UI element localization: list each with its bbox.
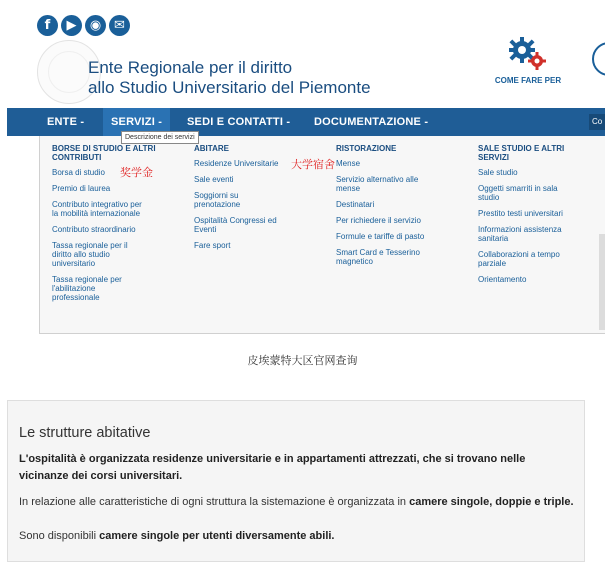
- menu-item-oggetti-smarriti[interactable]: Oggetti smarriti in sala studio: [478, 184, 558, 202]
- come-fare-per-link[interactable]: [493, 36, 563, 85]
- panel-paragraph-1-text: L'ospitalità è organizzata residenze universitarie e in appartamenti attrezzati, che si trovano nelle vicinanze dei corsi universitari.: [19, 453, 526, 482]
- menu-item-collaborazioni[interactable]: Collaborazioni a tempo parziale: [478, 250, 560, 268]
- menu-item-formule-tariffe[interactable]: Formule e tariffe di pasto: [336, 232, 425, 241]
- nav-ente[interactable]: ENTE -: [47, 116, 85, 128]
- menu-item-contributo-straordinario[interactable]: Contributo straordinario: [52, 225, 136, 234]
- menu-item-premio-di-laurea[interactable]: Premio di laurea: [52, 184, 111, 193]
- site-title[interactable]: [88, 58, 371, 98]
- menu-item-residenze[interactable]: Residenze Universitarie: [194, 159, 279, 168]
- nav-sedi-e-contatti[interactable]: SEDI E CONTATTI -: [187, 116, 291, 128]
- menu-item-mense[interactable]: Mense: [336, 159, 361, 168]
- menu-item-servizio-alternativo[interactable]: Servizio alternativo alle mense: [336, 175, 419, 193]
- image-caption: 皮埃蒙特大区官网查询: [247, 354, 358, 367]
- menu-item-orientamento[interactable]: Orientamento: [478, 275, 527, 284]
- panel-paragraph-1: [19, 451, 574, 485]
- menu-item-contributo-integrativo[interactable]: Contributo integrativo per la mobilità internazionale: [52, 200, 142, 218]
- main-nav: [7, 108, 605, 136]
- menu-column-abitare: [194, 144, 304, 257]
- panel-paragraph-3-text: Sono disponibili: [19, 530, 100, 542]
- menu-heading-abitare: ABITARE: [194, 144, 229, 153]
- menu-item-soggiorni[interactable]: Soggiorni su prenotazione: [194, 191, 241, 209]
- menu-item-borsa-di-studio[interactable]: Borsa di studio: [52, 168, 105, 177]
- site-title-line1: Ente Regionale per il diritto: [88, 58, 293, 77]
- youtube-icon[interactable]: ▶: [61, 15, 82, 36]
- menu-heading-ristorazione: RISTORAZIONE: [336, 144, 397, 153]
- site-header: [7, 0, 605, 108]
- menu-item-sale-studio[interactable]: Sale studio: [478, 168, 518, 177]
- facebook-icon[interactable]: f: [37, 15, 58, 36]
- rss-icon[interactable]: ◉: [85, 15, 106, 36]
- panel-paragraph-2: [19, 494, 574, 511]
- housing-info-panel: [7, 400, 585, 562]
- site-title-line2: allo Studio Universitario del Piemonte: [88, 78, 371, 97]
- nav-documentazione[interactable]: DOCUMENTAZIONE -: [314, 116, 429, 128]
- menu-item-sale-eventi[interactable]: Sale eventi: [194, 175, 234, 184]
- menu-item-prestito-testi[interactable]: Prestito testi universitari: [478, 209, 563, 218]
- come-fare-per-label: COME FARE PER: [494, 76, 562, 85]
- annotation-scholarship: 奖学金: [120, 166, 153, 179]
- messenger-icon[interactable]: ✉: [109, 15, 130, 36]
- page-scrollbar[interactable]: [599, 234, 605, 330]
- panel-paragraph-2-bold: camere singole, doppie e triple.: [409, 496, 574, 508]
- nav-servizi[interactable]: SERVIZI -: [103, 108, 170, 136]
- menu-heading-sale-studio: SALE STUDIO E ALTRI SERVIZI: [478, 144, 565, 162]
- menu-item-destinatari[interactable]: Destinatari: [336, 200, 375, 209]
- menu-item-richiedere-servizio[interactable]: Per richiedere il servizio: [336, 216, 421, 225]
- menu-item-tassa-regionale-dsu[interactable]: Tassa regionale per il diritto allo studio universitario: [52, 241, 128, 268]
- gears-icon: [506, 36, 550, 72]
- annotation-dorm: 大学宿舍: [291, 158, 335, 171]
- menu-column-sale-studio: [478, 144, 580, 291]
- nav-right-truncated[interactable]: Co: [589, 114, 605, 130]
- menu-item-assistenza-sanitaria[interactable]: Informazioni assistenza sanitaria: [478, 225, 562, 243]
- social-links: [37, 15, 130, 36]
- panel-paragraph-3: [19, 528, 574, 545]
- menu-item-tassa-abilitazione[interactable]: Tassa regionale per l'abilitazione professionale: [52, 275, 122, 302]
- servizi-tooltip: Descrizione dei servizi: [121, 131, 199, 144]
- menu-heading-borse: BORSE DI STUDIO E ALTRI CONTRIBUTI: [52, 144, 156, 162]
- panel-paragraph-3-bold: camere singole per utenti diversamente abili.: [99, 530, 335, 542]
- menu-item-fare-sport[interactable]: Fare sport: [194, 241, 231, 250]
- menu-item-ospitalita-congressi[interactable]: Ospitalità Congressi ed Eventi: [194, 216, 277, 234]
- panel-paragraph-2-text: In relazione alle caratteristiche di ogni struttura la sistemazione è organizzata in: [19, 496, 410, 508]
- panel-title: Le strutture abitative: [19, 425, 151, 441]
- partial-logo-right: [592, 42, 605, 76]
- menu-column-ristorazione: [336, 144, 448, 273]
- website-screenshot: [7, 0, 605, 340]
- menu-item-smart-card[interactable]: Smart Card e Tesserino magnetico: [336, 248, 420, 266]
